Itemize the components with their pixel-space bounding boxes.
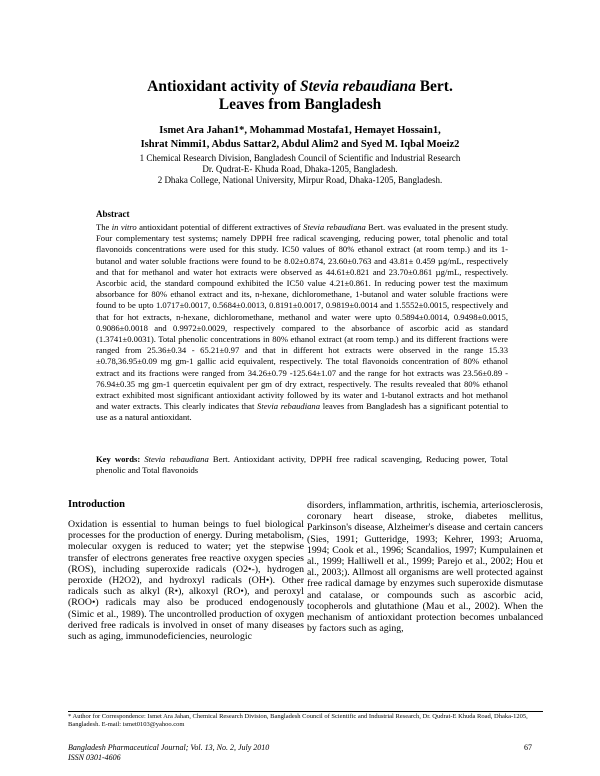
title-line-2: Leaves from Bangladesh [218,96,382,113]
abstract-body: The in vitro antioxidant potential of different extractives of Stevia rebaudiana Bert. was evaluated in the present study. Four complementary test systems; namely DPPH free radical scavenging, reducing power, total phenolic and total flavonoids concentrations were used for this study. IC50 values of 80% ethanol extract (at room temp.) and its 1-butanol and water soluble fractions were found to be 8.02±0.874, 23.60±0.763 and 43.81± 0.459 µg/mL, respectively and that for methanol and water hot extracts were observed as 44.61±0.821 and 23.70±0.861 µg/mL, respectively. Ascorbic acid, the standard compound exhibited the IC50 value 4.21±0.861. In reducing power test the maximum absorbance for 80% ethanol extract and its, n-hexane, dichloromethane, 1-butanol and water soluble fractions were found to be upto 1.0717±0.0017, 0.5684±0.0013, 0.8191±0.0017, 0.9819±0.0014 and 1.5552±0.0015, respectively and that for hot extracts, n-hexane, dichloromethane, methanol and water were upto 0.5894±0.0014, 0.9498±0.0015, 0.9086±0.0018 and 0.9972±0.0029, respectively compared to the absorbance of ascorbic acid as standard (1.3741±0.0031). Total phenolic concentrations in 80% ethanol extract (at room temp.) and its different fractions were ranged from 25.36±0.34 - 65.21±0.97 and that in different hot extracts were observed in the range 15.33 ±0.78,36.95±0.09 mg gm-1 gallic acid equivalent, respectively. The total flavonoids concentration of 80% ethanol extract and its fractions were ranged from 34.26±0.79 -125.64±1.07 and the range for hot extracts was 23.56±0.89 - 76.94±0.35 mg gm-1 quercetin equivalent per gm of dry extract, respectively. The results revealed that 80% ethanol extract exhibited most significant antioxidant activity followed by its water and 1-butanol extracts and hot methanol and water extracts. This clearly indicates that Stevia rebaudiana leaves from Bangladesh has a significant potential to use as a natural antioxidant. [96,222,508,423]
keywords: Key words: Stevia rebaudiana Bert. Antioxidant activity, DPPH free radical scavenging, Reducing power, Total phenolic and Total flavonoids [96,454,508,476]
page-number: 67 [524,743,532,752]
affiliation-2: 2 Dhaka College, National University, Mirpur Road, Dhaka-1205, Bangladesh. [157,175,443,185]
footnote-divider [68,711,543,712]
affiliations [0,153,600,186]
paper-title [0,78,600,114]
journal-citation: Bangladesh Pharmaceutical Journal; Vol. 13, No. 2, July 2010 [68,743,270,752]
journal-footer [68,743,269,762]
title-text: Antioxidant activity of [147,78,300,95]
affiliation-1-line-1: 1 Chemical Research Division, Bangladesh Council of Scientific and Industrial Research [139,153,461,163]
authors-line-1: Ismet Ara Jahan1*, Mohammad Mostafa1, Hemayet Hossain1, [159,125,441,136]
author-list [0,124,600,152]
journal-issn: ISSN 0301-4606 [68,752,121,762]
affiliation-1-line-2: Dr. Qudrat-E- Khuda Road, Dhaka-1205, Bangladesh. [202,164,398,174]
abstract-heading: Abstract [96,209,130,219]
keywords-label: Key words: [96,454,145,464]
body-column-left [68,499,304,642]
introduction-heading: Introduction [68,499,125,510]
title-species: Stevia rebaudiana [300,78,416,95]
introduction-paragraph-left: Oxidation is essential to human beings to fuel biological processes for the production of energy. During metabolism, molecular oxygen is reduced to water; yet the stepwise transfer of electrons generates free reactive oxygen species (ROS), including superoxide radicals (O2•-), hydrogen peroxide (H2O2), and hydroxyl radicals (OH•). Other radicals such as alkyl (R•), alkoxyl (RO•), and peroxyl (ROO•) radicals may also be produced endogenously (Simic et al., 1989). The uncontrolled production of oxygen derived free radicals is involved in onset of many diseases such as aging, immunodeficiencies, neurologic [68,519,304,643]
authors-line-2: Ishrat Nimmi1, Abdus Sattar2, Abdul Alim2 and Syed M. Iqbal Moeiz2 [140,139,460,150]
body-column-right [307,500,543,634]
title-line-1 [0,78,600,96]
title-text-end: Bert. [415,78,453,95]
correspondence-footnote: * Author for Correspondence: Ismet Ara Jahan, Chemical Research Division, Bangladesh Council of Scientific and Industrial Research, Dr. Qudrat-E Khuda Road, Dhaka-1205, Bangladesh. E-mail: ismet0103@yahoo.com [68,713,528,729]
introduction-paragraph-right: disorders, inflammation, arthritis, ischemia, arteriosclerosis, coronary heart disease, stroke, diabetes mellitus, Parkinson's disease, Alzheimer's disease and certain cancers (Sies, 1991; Gutteridge, 1993; Kehrer, 1993; Aruoma, 1994; Cook et al., 1996; Scandalios, 1997; Kumpulainen et al., 1999; Halliwell et al., 1999; Parejo et al., 2002; Hou et al., 2003;). Allmost all organisms are well protected against free radical damage by enzymes such superoxide dismutase and catalase, or compounds such as ascorbic acid, tocopherols and glutathione (Mau et al., 2002). When the mechanism of antioxidant protection becomes unbalanced by factors such as aging, [307,500,543,635]
